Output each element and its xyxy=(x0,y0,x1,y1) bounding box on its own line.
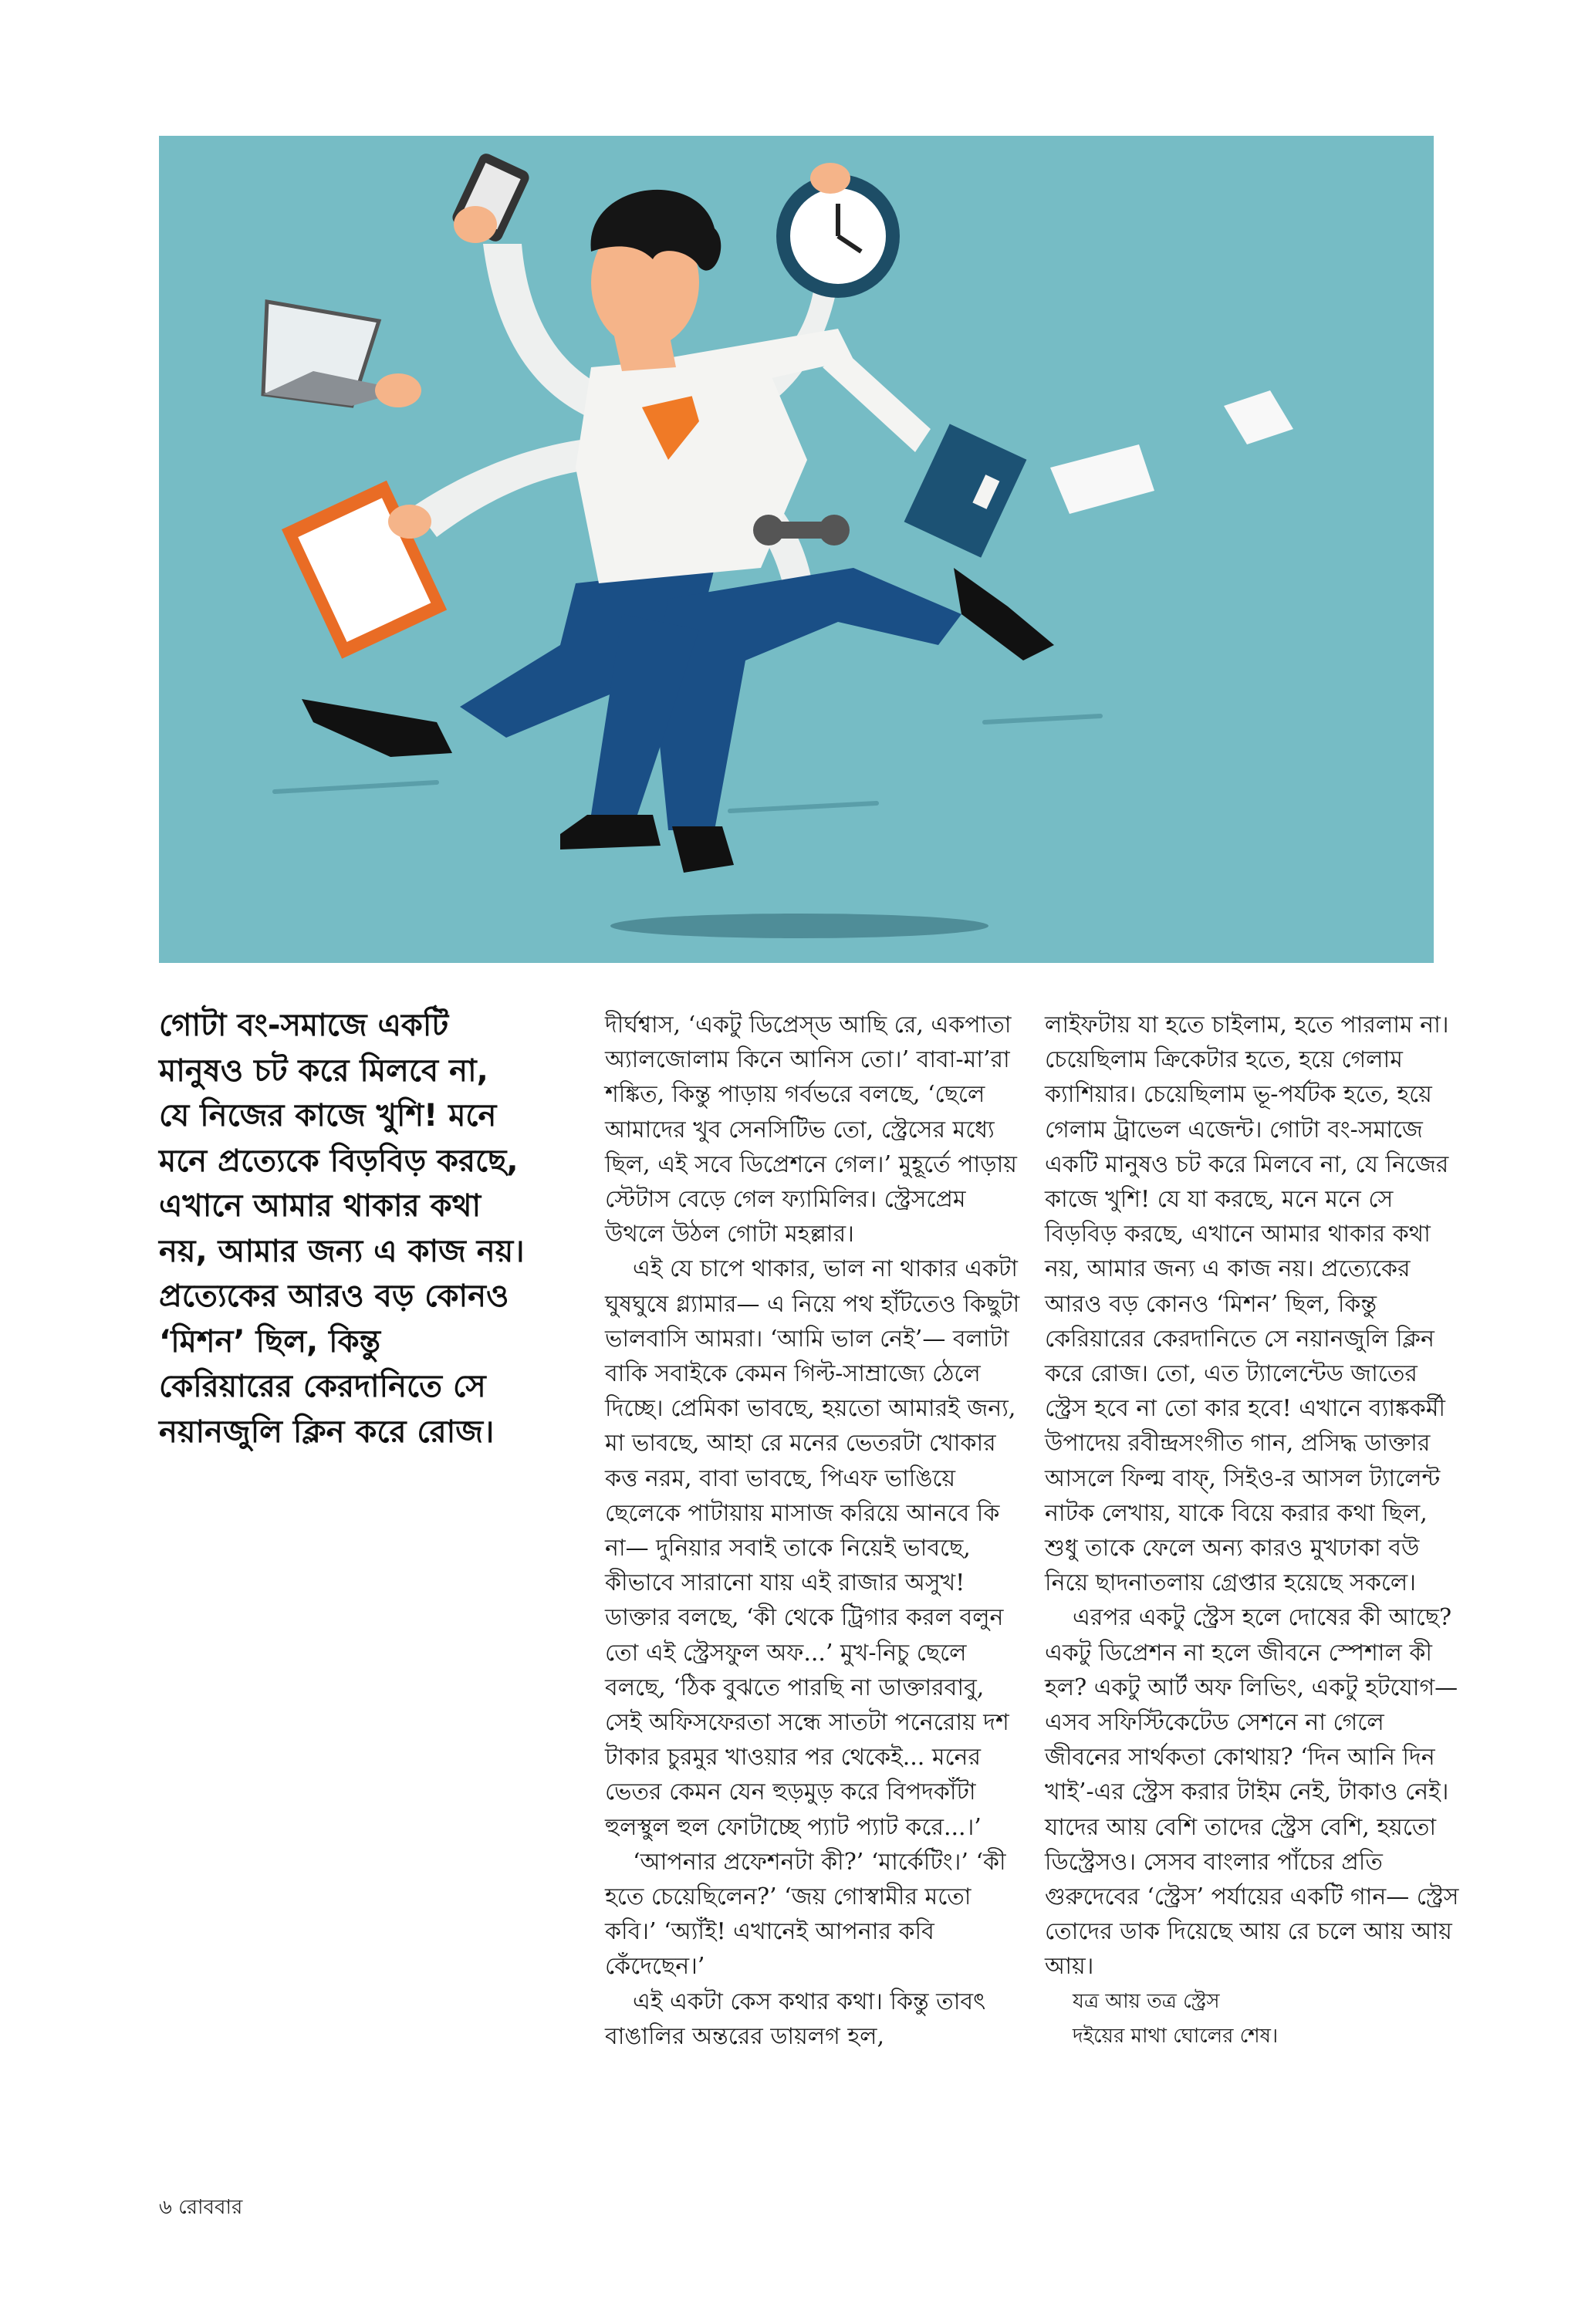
pull-quote-line: যে নিজের কাজে খুশি! মনে xyxy=(159,1098,497,1133)
pull-quote-line: মনে প্রত্যেকে বিড়বিড় করছে, xyxy=(159,1143,519,1179)
briefcase-icon xyxy=(904,424,1027,557)
pull-quote-line: এখানে আমার থাকার কথা xyxy=(159,1188,482,1224)
pull-quote-line: ‘মিশন’ ছিল, কিন্তু xyxy=(159,1323,381,1360)
pull-quote-line: মানুষও চট করে মিলবে না, xyxy=(159,1052,488,1089)
ground-shadow xyxy=(610,914,988,938)
article-column-3 xyxy=(1045,1008,1465,2054)
paragraph: এই একটা কেস কথার কথা। কিন্তু তাবৎ বাঙালির অন্তরের ডায়লগ হল, xyxy=(605,1988,986,2050)
paragraph: ‘আপনার প্রফেশনটা কী?’ ‘মার্কেটিং।’ ‘কী হতে চেয়েছিলেন?’ ‘জয় গোস্বামীর মতো কবি।’ ‘অ্যাঁই! এখানেই আপনার কবি কেঁদেছেন।’ xyxy=(605,1848,1006,1981)
mobile-phone-icon xyxy=(450,151,532,244)
pull-quote-line: প্রত্যেকের আরও বড় কোনও xyxy=(159,1279,509,1314)
verse-line: দইয়ের মাথা ঘোলের শেষ। xyxy=(1073,2024,1279,2048)
paragraph: দীর্ঘশ্বাস, ‘একটু ডিপ্রেস্‌ড আছি রে, একপাতা অ্যালজোলাম কিনে আনিস তো।’ বাবা-মা’রা শঙ্কিত, কিন্তু পাড়ায় গর্বভরে বলছে, ‘ছেলে আমাদের খুব সেনসিটিভ তো, স্ট্রেসের মধ্যে ছিল, এই সবে ডিপ্রেশনে গেল।’ মুহূর্তে পাড়ায় স্টেটাস বেড়ে গেল ফ্যামিলির। স্ট্রেসপ্রেম উথলে উঠল গোটা মহল্লার। xyxy=(605,1012,1017,1248)
pull-quote-line: গোটা বং-সমাজে একটি xyxy=(159,1008,449,1043)
wrench-icon xyxy=(753,515,850,546)
hero-illustration xyxy=(159,136,1434,963)
legs xyxy=(460,568,961,830)
laptop-icon xyxy=(263,302,421,407)
verse-line: যত্র আয় তত্র স্ট্রেস xyxy=(1073,1989,1220,2013)
article-column-2 xyxy=(605,1008,1026,2054)
pull-quote-line: নয়, আমার জন্য এ কাজ নয়। xyxy=(159,1233,525,1269)
page-folio: ৬ রোববার xyxy=(159,2196,243,2219)
pull-quote xyxy=(159,1003,568,1454)
paragraph: এরপর একটু স্ট্রেস হলে দোষের কী আছে? একটু ডিপ্রেশন না হলে জীবনে স্পেশাল কী হল? একটু আর্ট অফ লিভিং, একটু হটযোগ— এসব সফিস্টিকেটেড সেশনে না গেলে জীবনের সার্থকতা কোথায়? ‘দিন আনি দিন খাই’-এর স্ট্রেস করার টাইম নেই, টাকাও নেই। যাদের আয় বেশি তাদের স্ট্রেস বেশি, হয়তো ডিস্ট্রেসও। সেসব বাংলার পাঁচের প্রতি গুরুদেবের ‘স্ট্রেস’ পর্যায়ের একটি গান— স্ট্রেস তোদের ডাক দিয়েছে আয় রে চলে আয় আয় আয়। xyxy=(1045,1604,1459,1981)
paragraph: এই যে চাপে থাকার, ভাল না থাকার একটা ঘুষঘুষে গ্ল্যামার— এ নিয়ে পথ হাঁটতেও কিছুটা ভালবাসি আমরা। ‘আমি ভাল নেই’— বলাটা বাকি সবাইকে কেমন গিল্ট-সাম্রাজ্যে ঠেলে দিচ্ছে। প্রেমিকা ভাবছে, হয়তো আমারই জন্য, মা ভাবছে, আহা রে মনের ভেতরটা খোকার কত্ত নরম, বাবা ভাবছে, পিএফ ভাঙিয়ে ছেলেকে পাটায়ায় মাসাজ করিয়ে আনবে কি না— দুনিয়ার সবাই তাকে নিয়েই ভাবছে, কীভাবে সারানো যায় এই রাজার অসুখ! ডাক্তার বলছে, ‘কী থেকে ট্রিগার করল বলুন তো এই স্ট্রেসফুল অফ...’ মুখ-নিচু ছেলে বলছে, ‘ঠিক বুঝতে পারছি না ডাক্তারবাবু, সেই অফিসফেরতা সন্ধে সাতটা পনেরোয় দশ টাকার চুরমুর খাওয়ার পর থেকেই... মনের ভেতর কেমন যেন হুড়মুড় করে বিপদকাঁটা হুলস্থুল হুল ফোটাচ্ছে প্যাট প্যাট করে...।’ xyxy=(605,1255,1020,1841)
head xyxy=(591,190,721,371)
pull-quote-line: কেরিয়ারের কেরদানিতে সে xyxy=(159,1369,486,1404)
flying-paper-icon xyxy=(1050,390,1293,514)
paragraph: লাইফটায় যা হতে চাইলাম, হতে পারলাম না। চেয়েছিলাম ক্রিকেটার হতে, হয়ে গেলাম ক্যাশিয়ার। চেয়েছিলাম ভূ-পর্যটক হতে, হয়ে গেলাম ট্রাভেল এজেন্ট। গোটা বং-সমাজে একটি মানুষও চট করে মিলবে না, যে নিজের কাজে খুশি! যে যা করছে, মনে মনে সে বিড়বিড় করছে, এখানে আমার থাকার কথা নয়, আমার জন্য এ কাজ নয়। প্রত্যেকের আরও বড় কোনও ‘মিশন’ ছিল, কিন্তু কেরিয়ারের কেরদানিতে সে নয়ানজুলি ক্লিন করে রোজ। তো, এত ট্যালেন্টেড জাতের স্ট্রেস হবে না তো কার হবে! এখানে ব্যাঙ্ককর্মী উপাদেয় রবীন্দ্রসংগীত গান, প্রসিদ্ধ ডাক্তার আসলে ফিল্ম বাফ্‌, সিইও-র আসল ট্যালেন্ট নাটক লেখায়, যাকে বিয়ে করার কথা ছিল, শুধু তাকে ফেলে অন্য কারও মুখঢাকা বউ নিয়ে ছাদনাতলায় গ্রেপ্তার হয়েছে সকলে। xyxy=(1045,1012,1449,1597)
pull-quote-line: নয়ানজুলি ক্লিন করে রোজ। xyxy=(159,1414,495,1450)
wall-clock-icon xyxy=(776,163,900,298)
